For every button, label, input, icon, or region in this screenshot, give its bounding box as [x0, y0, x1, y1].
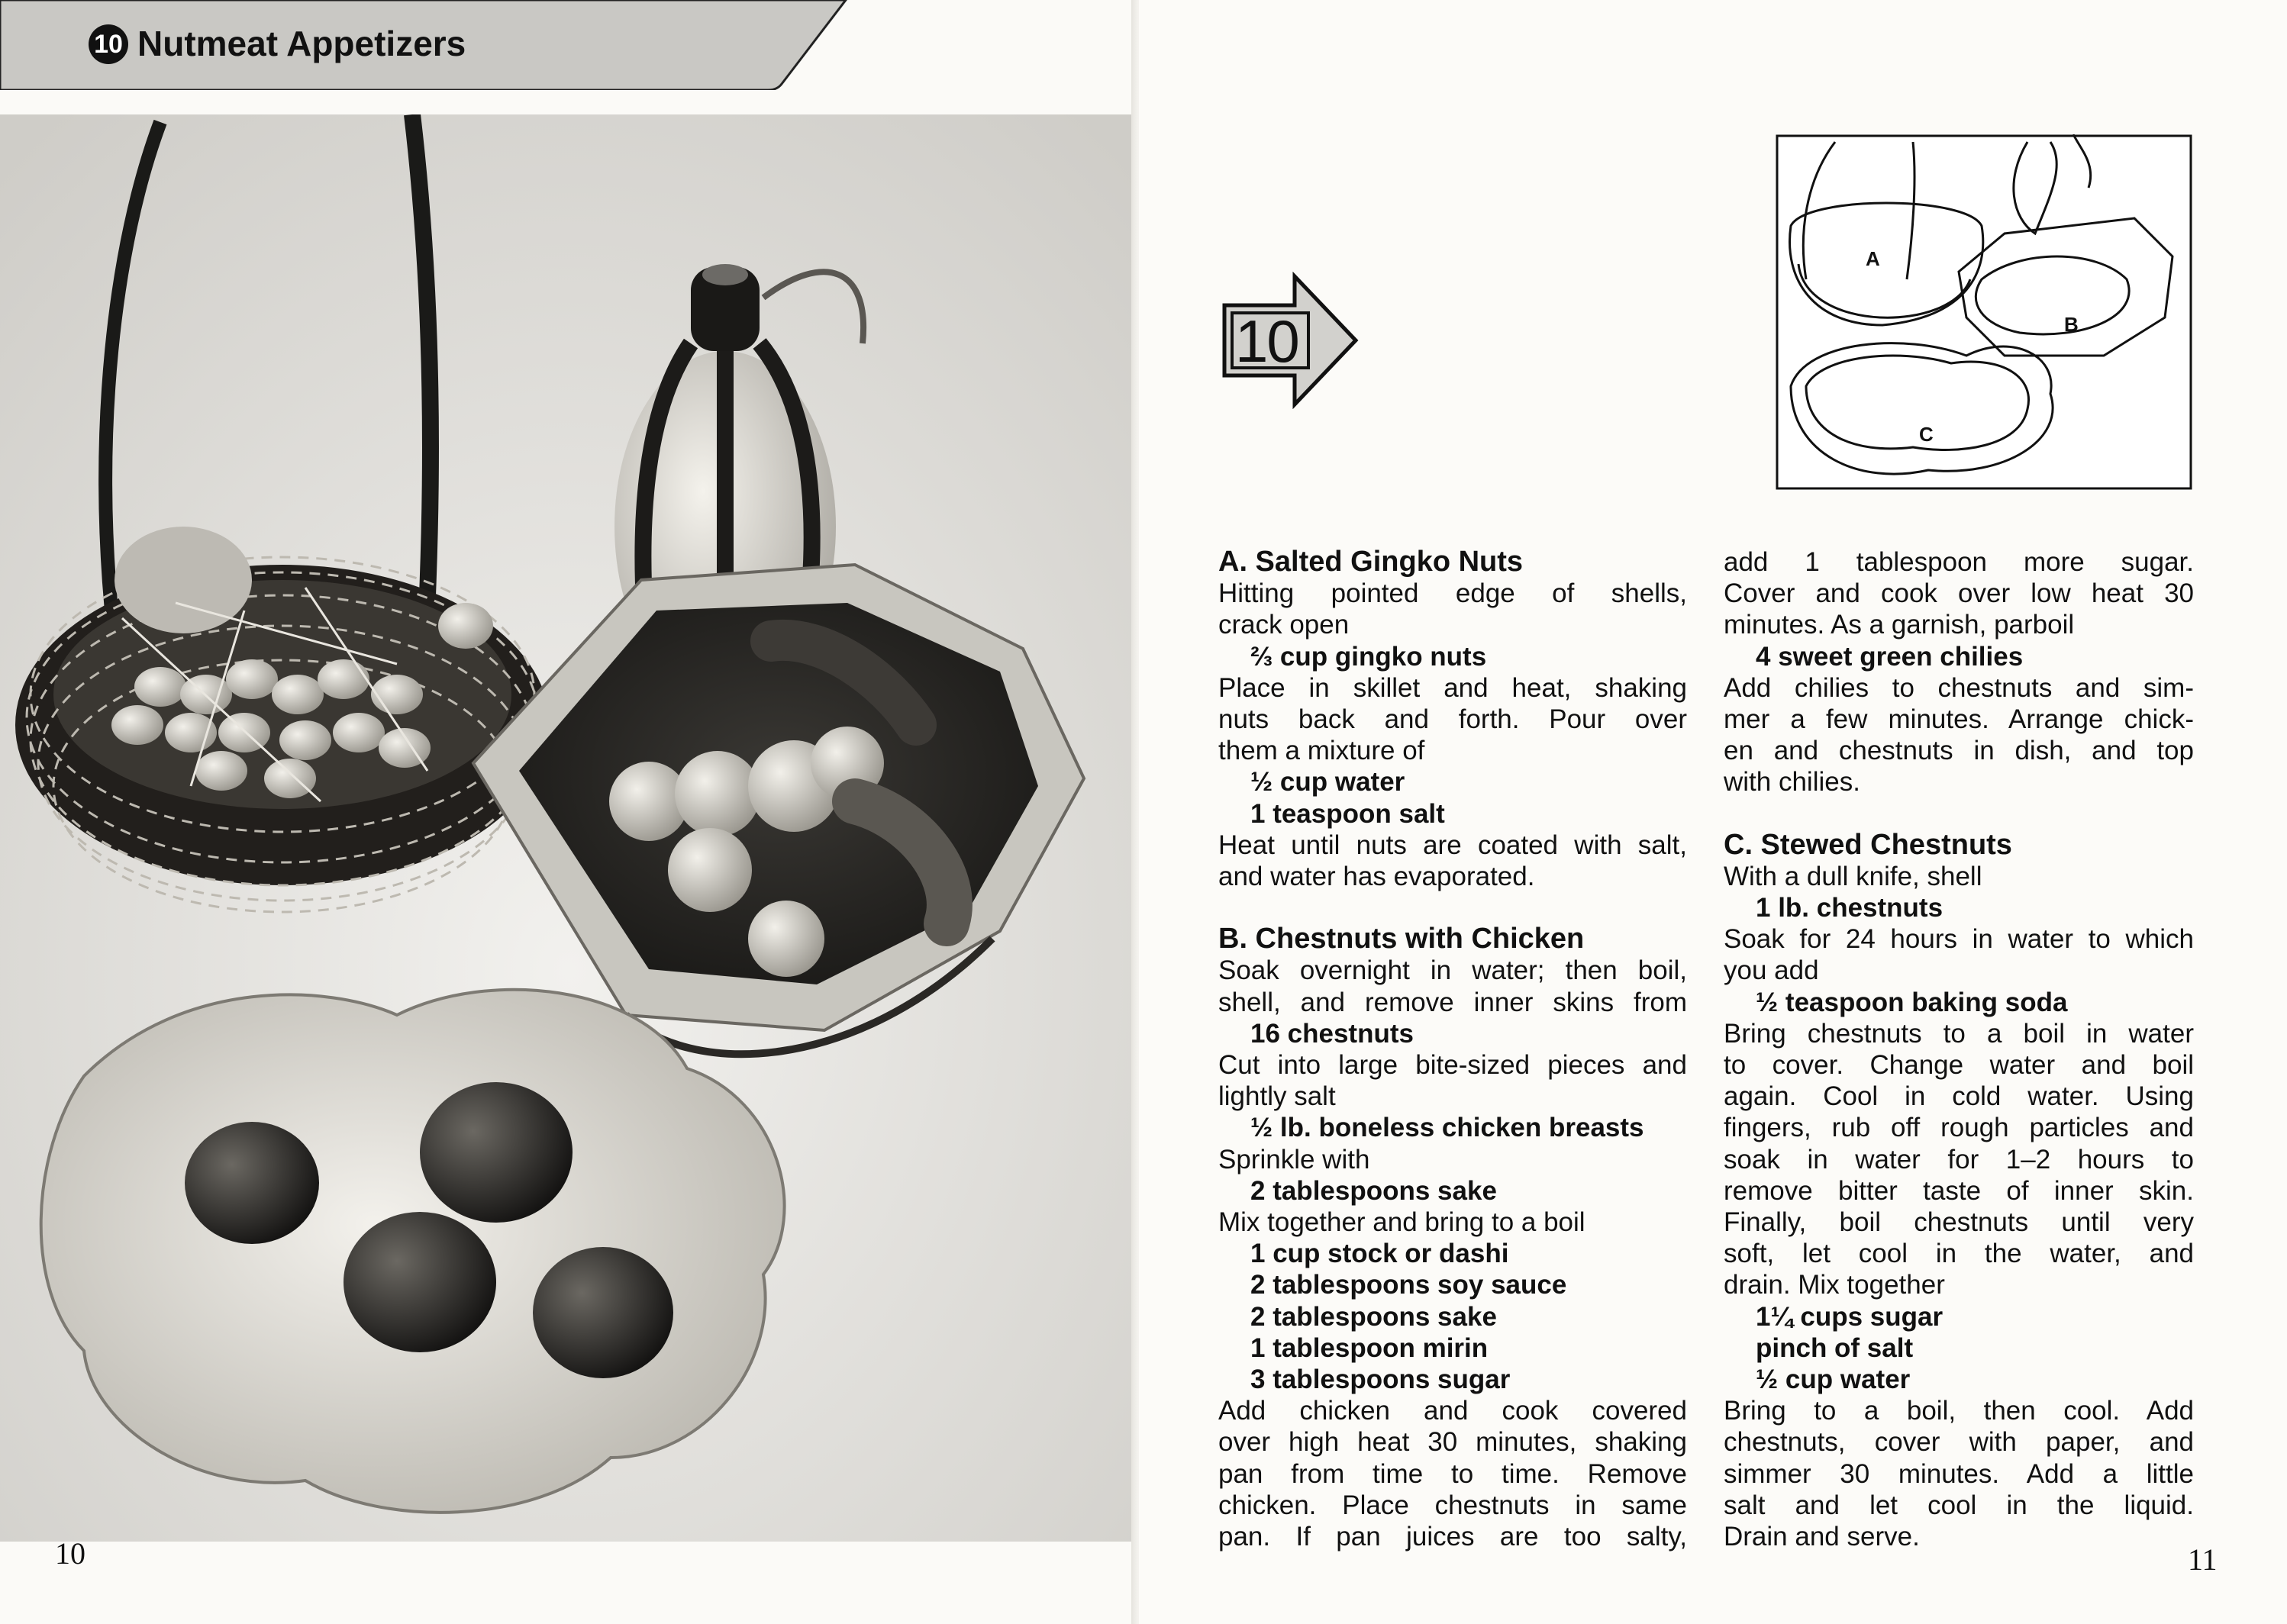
instruction-line: en and chestnuts in dish, and top	[1724, 736, 2194, 766]
instruction-line: lightly salt	[1218, 1081, 1336, 1112]
left-page-number: 10	[55, 1536, 85, 1571]
diagram-label-c: C	[1919, 423, 1934, 446]
left-page	[0, 0, 1139, 1624]
instruction-line: chicken. Place chestnuts in same	[1218, 1490, 1687, 1520]
instruction-line: pan. If pan juices are too salty,	[1218, 1522, 1687, 1552]
instruction-line: Finally, boil chestnuts until very	[1724, 1207, 2194, 1238]
ingredient-line: pinch of salt	[1756, 1332, 1914, 1363]
instruction-line: them a mixture of	[1218, 736, 1425, 766]
instruction-line: again. Cool in cold water. Using	[1724, 1081, 2194, 1112]
diagram-label-a: A	[1866, 247, 1880, 270]
instruction-line: Drain and serve.	[1724, 1522, 1920, 1552]
instruction-line: Hitting pointed edge of shells,	[1218, 578, 1687, 609]
instruction-line: Sprinkle with	[1218, 1144, 1370, 1174]
ingredient-line: 3 tablespoons sugar	[1250, 1365, 1511, 1395]
plate-key-diagram	[1776, 134, 2192, 490]
recipe-title: C. Stewed Chestnuts	[1724, 828, 2012, 861]
instruction-line: you add	[1724, 955, 1819, 986]
instruction-line: Cut into large bite-sized pieces and	[1218, 1050, 1687, 1081]
instruction-line: over high heat 30 minutes, shaking	[1218, 1427, 1687, 1458]
instruction-line: Heat until nuts are coated with salt,	[1218, 830, 1687, 860]
ingredient-line: 2 tablespoons sake	[1250, 1175, 1497, 1206]
instruction-line: Soak for 24 hours in water to which	[1724, 924, 2194, 955]
chapter-title: Nutmeat Appetizers	[137, 24, 466, 63]
recipe-column-left	[1218, 546, 1687, 1552]
ingredient-line: 1 cup stock or dashi	[1250, 1239, 1509, 1269]
ingredient-line: 1 lb. chestnuts	[1756, 893, 1943, 923]
ingredient-line: 1 teaspoon salt	[1250, 798, 1445, 829]
instruction-line: drain. Mix together	[1724, 1270, 1945, 1300]
instruction-line: mer a few minutes. Arrange chick-	[1724, 704, 2194, 735]
instruction-line: shell, and remove inner skins from	[1218, 987, 1687, 1017]
instruction-line: pan from time to time. Remove	[1218, 1458, 1687, 1489]
instruction-line: simmer 30 minutes. Add a little	[1724, 1458, 2194, 1489]
ingredient-line: ⅔ cup gingko nuts	[1250, 641, 1487, 672]
ingredient-line: 1¼ cups sugar	[1756, 1301, 1943, 1332]
ingredient-line: 2 tablespoons soy sauce	[1250, 1270, 1567, 1300]
recipe-column-right	[1724, 546, 2194, 1552]
instruction-line: Soak overnight in water; then boil,	[1218, 955, 1687, 986]
instruction-line: chestnuts, cover with paper, and	[1724, 1427, 2194, 1458]
instruction-line: nuts back and forth. Pour over	[1218, 704, 1687, 735]
instruction-line: Mix together and bring to a boil	[1218, 1207, 1585, 1238]
instruction-line: remove bitter taste of inner skin.	[1724, 1175, 2194, 1206]
recipe-title: A. Salted Gingko Nuts	[1218, 546, 1524, 578]
instruction-line: Add chilies to chestnuts and sim-	[1724, 672, 2194, 703]
instruction-line: salt and let cool in the liquid.	[1724, 1490, 2194, 1520]
diagram-label-b: B	[2064, 313, 2079, 336]
recipe-number: 10	[1235, 308, 1298, 375]
instruction-line: Bring to a boil, then cool. Add	[1724, 1396, 2194, 1426]
ingredient-line: 2 tablespoons sake	[1250, 1301, 1497, 1332]
instruction-line: Bring chestnuts to a boil in water	[1724, 1018, 2194, 1049]
instruction-line: crack open	[1218, 610, 1350, 640]
instruction-line: soft, let cool in the water, and	[1724, 1239, 2194, 1269]
chapter-header	[0, 0, 847, 90]
instruction-line: to cover. Change water and boil	[1724, 1050, 2194, 1081]
instruction-line: add 1 tablespoon more sugar.	[1724, 547, 2194, 577]
instruction-line: with chilies.	[1724, 767, 1860, 798]
ingredient-line: 4 sweet green chilies	[1756, 641, 2024, 672]
instruction-line: minutes. As a garnish, parboil	[1724, 610, 2075, 640]
ingredient-line: ½ teaspoon baking soda	[1756, 987, 2068, 1017]
instruction-line: and water has evaporated.	[1218, 862, 1535, 892]
instruction-line: Add chicken and cook covered	[1218, 1396, 1687, 1426]
ingredient-line: 1 tablespoon mirin	[1250, 1332, 1489, 1363]
instruction-line: Place in skillet and heat, shaking	[1218, 672, 1687, 703]
instruction-line: Cover and cook over low heat 30	[1724, 578, 2194, 609]
section-spacer	[1724, 798, 2194, 830]
section-spacer	[1218, 892, 1687, 923]
ingredient-line: ½ lb. boneless chicken breasts	[1250, 1113, 1644, 1143]
ingredient-line: ½ cup water	[1756, 1365, 1911, 1395]
recipe-title: B. Chestnuts with Chicken	[1218, 923, 1585, 955]
ingredient-line: 16 chestnuts	[1250, 1018, 1414, 1049]
food-photo	[0, 114, 1139, 1542]
instruction-line: soak in water for 1–2 hours to	[1724, 1144, 2194, 1174]
instruction-line: With a dull knife, shell	[1724, 861, 1982, 891]
chapter-number-badge: 10	[89, 24, 128, 64]
instruction-line: fingers, rub off rough particles and	[1724, 1113, 2194, 1143]
right-page-number: 11	[2188, 1542, 2218, 1577]
ingredient-line: ½ cup water	[1250, 767, 1405, 798]
